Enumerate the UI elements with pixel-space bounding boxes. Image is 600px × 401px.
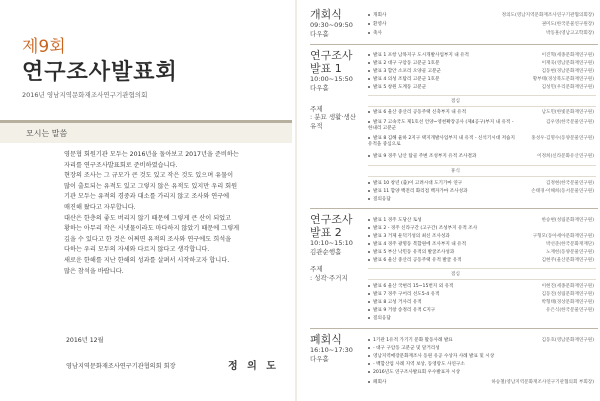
program-row: 영남지역매장문화재조사 동원 유공 수상자 사례 발표 및 시상: [368, 354, 596, 360]
program-row: 발표 3 거제 둔덕기성의 최신 조사성과 구형모(동아세아문화재연구원): [368, 234, 596, 240]
program-row: 발표 6 울산 국현리 15~15번지 외 유적 이현진(세종문화재연구원): [368, 284, 596, 290]
greeting-line: 대산은 한층의 좋도 버리지 않기 때문에 그렇게 큰 산이 되었고: [64, 214, 232, 222]
opening-time: 09:30~09:50: [310, 21, 353, 29]
program-row: 발표 3 합안 소포리 오양골 고분군 김동현(경남문화재연구원): [368, 69, 596, 75]
program-row: 발표 8 김해 율하 2지구 택지개발사업부지 내 유적 - 신석기시대 저습지 유적을 중심으로: [368, 136, 515, 147]
row-divider: [368, 106, 596, 107]
session1-time: 10:00~15:50: [310, 75, 353, 83]
session1-title: 연구조사: [310, 49, 353, 62]
theme-text: : 성곽·주거지: [310, 274, 348, 282]
lunch-label: 점심: [451, 99, 460, 104]
section-divider: [310, 208, 598, 209]
section-divider: [310, 328, 598, 329]
program-row: 폐회사 하승철(영남지역문화재조사연구기관협의회 부회장): [368, 380, 596, 386]
page-subtitle: 2016년 영남지역문화재조사연구기관협의회: [22, 91, 148, 99]
closing-place: 다우홀: [310, 355, 329, 363]
lunch-label: 점심: [451, 272, 460, 277]
greeting-line: 많은 참석을 바랍니다.: [64, 267, 124, 275]
theme-label: 주제: [310, 265, 323, 273]
session1-heading: [310, 49, 353, 92]
row-divider: [368, 95, 596, 96]
letter-date: 2016년 12월: [66, 337, 104, 344]
session1-place: 다우홀: [310, 84, 329, 92]
row-divider: [368, 165, 596, 166]
program-row: 축사 박동훈(영남고고학회장): [368, 31, 596, 37]
program-row: 발표 2 - 경주 신라구간 (고구간) 조성부지 유적 조사: [368, 226, 596, 232]
session2-place: 김관순행홀: [310, 248, 342, 256]
session1-theme: [310, 104, 362, 131]
program-row: 발표 2 대구 구암동 고분군 1호분 이재욱(영남문화재연구원): [368, 61, 596, 67]
session2-heading: [310, 213, 353, 256]
program-row: 발표 5 부산 낙민동 유적의 발굴조사성과 노재헌(동양문물연구원): [368, 250, 596, 256]
opening-place: 다우홀: [310, 30, 329, 38]
program-row: 발표 6 울산 중산리 공동주택 신축부지 내 유적 남도민(한빛문화재연구원): [368, 110, 596, 116]
greeting-line: 황하는 아무리 작은 시냇물이라도 마다하지 않았기 때문에 그렇게: [64, 225, 240, 233]
program-row: 1기관 1유적 가기기 문화 활동사례 발표 김동호(영남문화재연구원): [368, 338, 596, 344]
program-row: - 대구 구암동 고분군 및 달거리성: [368, 346, 596, 352]
page-fold: [295, 0, 297, 401]
session-number: 제9회: [22, 37, 66, 57]
greeting-line: 매진해 왔다고 자부합니다.: [64, 203, 136, 211]
greeting-line: 기관 모두는 유적의 경중과 대소를 가리지 않고 조사와 연구에: [64, 193, 230, 201]
program-row: 2016년도 연구조사발표회 우수발표자 시상: [368, 370, 596, 376]
section-divider: [310, 44, 598, 45]
program-row: 발표 11 합양 백전리 화리점 백자가마 조사성과 손태경·이해희(동서문물연구원): [368, 189, 596, 195]
break-label: 휴식: [451, 169, 460, 174]
greeting-line: 현장의 조사는 그 규모가 큰 것도 있고 작은 것도 있으며 유물이: [64, 172, 234, 180]
invitation-page: [0, 0, 292, 401]
page-title: 연구조사발표회: [22, 60, 178, 85]
program-row: - 백합산업 사례 지역 보상, 동영랑도 사연구소: [368, 362, 596, 368]
program-row: 발표 4 경주 광명동 복합원에 조사부지 내 유적 박선준(한국문화재재단): [368, 242, 596, 248]
theme-label: 주제: [310, 105, 323, 113]
program-row: 개회사 정의도(영남지역문화재조사연구기관협의회장): [368, 13, 596, 19]
greeting-line: 자리를 연구조사발표회로 준비하였습니다.: [64, 161, 178, 169]
program-row: 발표 7 고속국도 제1호선 언양~영천확장공사 (제4공구)부지 내 유적 - 한내리 고분군: [368, 120, 514, 131]
session2-theme: [310, 264, 348, 282]
greeting-title: 모시는 말씀: [26, 129, 68, 138]
program-row: 발표 7 경주 구어리 선도5-4 유적 김동진(성림문화재연구원): [368, 292, 596, 298]
theme-text: : 분묘 생활·생산유적: [310, 113, 357, 130]
program-row: 발표 6 울산 중산리 공동주택 유적 발굴 유적 김현주(울산문화재연구원): [368, 258, 596, 264]
session2-title: 연구조사: [310, 213, 353, 226]
program-row: 발표 4 의성 조탑리 고분군 1호분 황부태(경상북도문화재연구원): [368, 77, 596, 83]
row-divider: [368, 279, 596, 280]
closing-heading: [310, 333, 353, 363]
closing-time: 16:10~17:30: [310, 346, 353, 354]
program-page: 개회식 09:30~09:50 다우홀 개회사 정의도(영남지역문화재조사연구기관협의회장) 환영사 권미도(한국문물연구원장) 축사 박동훈(영남고고학회장) 연구조사 발표 1 10:00~15:50 다우홀 주제 : 분묘 생활·생산유적 발표 1 포항 남목지구 도시개발사업부지 내 유적 이진혁(세종문화재연구원) 발표 2 대구 구암동 고분군 1호분 이재욱(영남문화재연구원) 발표 3 합안 소포리 오양골 고분군 김동현(경남문화재연구원) 발표 4 의성 조탑리 고분군 1호분 황부태(경상북도문화재연구원) 발표 5 창원 도계동 고분군 김성민(우리문화재연구원) 점심 발표 6 울산 중산리 공동주택 신축부지 내 유적 남도민(한빛문화재연구원) 발표 7 고속국도 제1호선 언양~영천확장공사 (제4공구)부지 내 유적 - 한내리 고분군 김우영(한국문물연구원) 발표 8 김해 율하 2지구 택지개발사업부지 내 유적 - 신석기시대 저습지 유적을 중심으로 홍성우·김명수(동양문물연구원) 발표 9 경주 남산 탑골 주변 조성부지 유적 조사결과 이정희(신라문화유산연구원) 휴식 발표 10 창년 (출)이 고려시대 도기가마 연구 김정현(한국문물연구원) 발표 11 합양 백전리 화리점 백자가마 조사성과 손태경·이해희(동서문물연구원) 질의응답 연구조사 발표 2 10:10~15:10 김관순행홀 주제 : 성곽·주거지 발표 1 경주 도당산 토성 한승현(성림문화재연구원) 발표 2 - 경주 신라구간 (고구간) 조성부지 유적 조사 발표 3 거제 둔덕기성의 최신 조사성과 구형모(동아세아문화재연구원) 발표 4 경주 광명동 복합원에 조사부지 내 유적 박선준(한국문화재재단) 발표 5 부산 낙민동 유적의 발굴조사성과 노재헌(동양문물연구원) 발표 6 울산 중산리 공동주택 유적 발굴 유적 김현주(울산문화재연구원) 점심 발표 6 울산 국현리 15~15번지 외 유적 이현진(세종문화재연구원) 발표 7 경주 구어리 선도5-4 유적 김동진(성림문화재연구원) 발표 8 고성 거사리 유적 박형태(경상문화재연구원) 발표 9 거창 송정리 유적 C지구 유은식(한국문물연구원) 질의응답 폐회식 16:10~17:30 다우홀 1기관 1유적 가기기 문화 활동사례 발표 김동호(영남문화재연구원) - 대구 구암동 고분군 및 달거리성 영남지역매장문화재조사 동원 유공 수상자 사례 발표 및 시상 - 백합산업 사례 지역 보상, 동영랑도 사연구소 2016년도 연구조사발표회 우수발표자 시상 폐회사 하승철(영남지역문화재조사연구기관협의회 부회장): [300, 0, 600, 401]
program-row: 발표 1 포항 남목지구 도시개발사업부지 내 유적 이진혁(세종문화재연구원): [368, 53, 596, 59]
program-row: 질의응답: [368, 197, 596, 203]
program-row: 발표 9 거창 송정리 유적 C지구 유은식(한국문물연구원): [368, 308, 596, 314]
greeting-line: 깊을 수 있다고 한 것은 어쩌면 유적의 조사와 연구에도 희석을: [64, 235, 232, 243]
greeting-line: 새로운 한해를 지난 한해의 성과를 살펴서 시작하고자 합니다.: [64, 256, 230, 264]
greeting-line: 많이 출토되는 유적도 있고 그렇지 않은 유적도 있지만 우리 회원: [64, 182, 238, 190]
row-divider: [368, 268, 596, 269]
greeting-body: [64, 150, 284, 277]
opening-heading: [310, 8, 353, 38]
program-row: 질의응답: [368, 316, 596, 322]
program-row: 발표 1 경주 도당산 토성 한승현(성림문화재연구원): [368, 218, 596, 224]
program-row: 환영사 권미도(한국문물연구원장): [368, 22, 596, 28]
greeting-line: 영문협 회원기관 모두는 2016년을 돌아보고 2017년을 준비하는: [64, 151, 239, 158]
opening-title: 개회식: [310, 8, 342, 21]
row-divider: [368, 176, 596, 177]
signature-organization: 영남지역문화재조사연구기관협의회 회장: [66, 363, 176, 370]
session2-time: 10:10~15:10: [310, 239, 353, 247]
session2-title-2: 발표 2: [310, 226, 342, 239]
signature-name: 정 의 도: [228, 361, 279, 372]
session1-title-2: 발표 1: [310, 62, 342, 75]
program-row: 발표 9 경주 남산 탑골 주변 조성부지 유적 조사결과 이정희(신라문화유산연구원): [368, 154, 596, 160]
program-row: 발표 8 고성 거사리 유적 박형태(경상문화재연구원): [368, 300, 596, 306]
program-row: 발표 5 창원 도계동 고분군 김성민(우리문화재연구원): [368, 85, 596, 91]
greeting-line: 다하는 우리 모두의 자세와 다르지 않다고 생각합니다.: [64, 246, 210, 254]
closing-title: 폐회식: [310, 333, 342, 346]
program-row: 발표 10 창년 (출)이 고려시대 도기가마 연구 김정현(한국문물연구원): [368, 181, 596, 187]
